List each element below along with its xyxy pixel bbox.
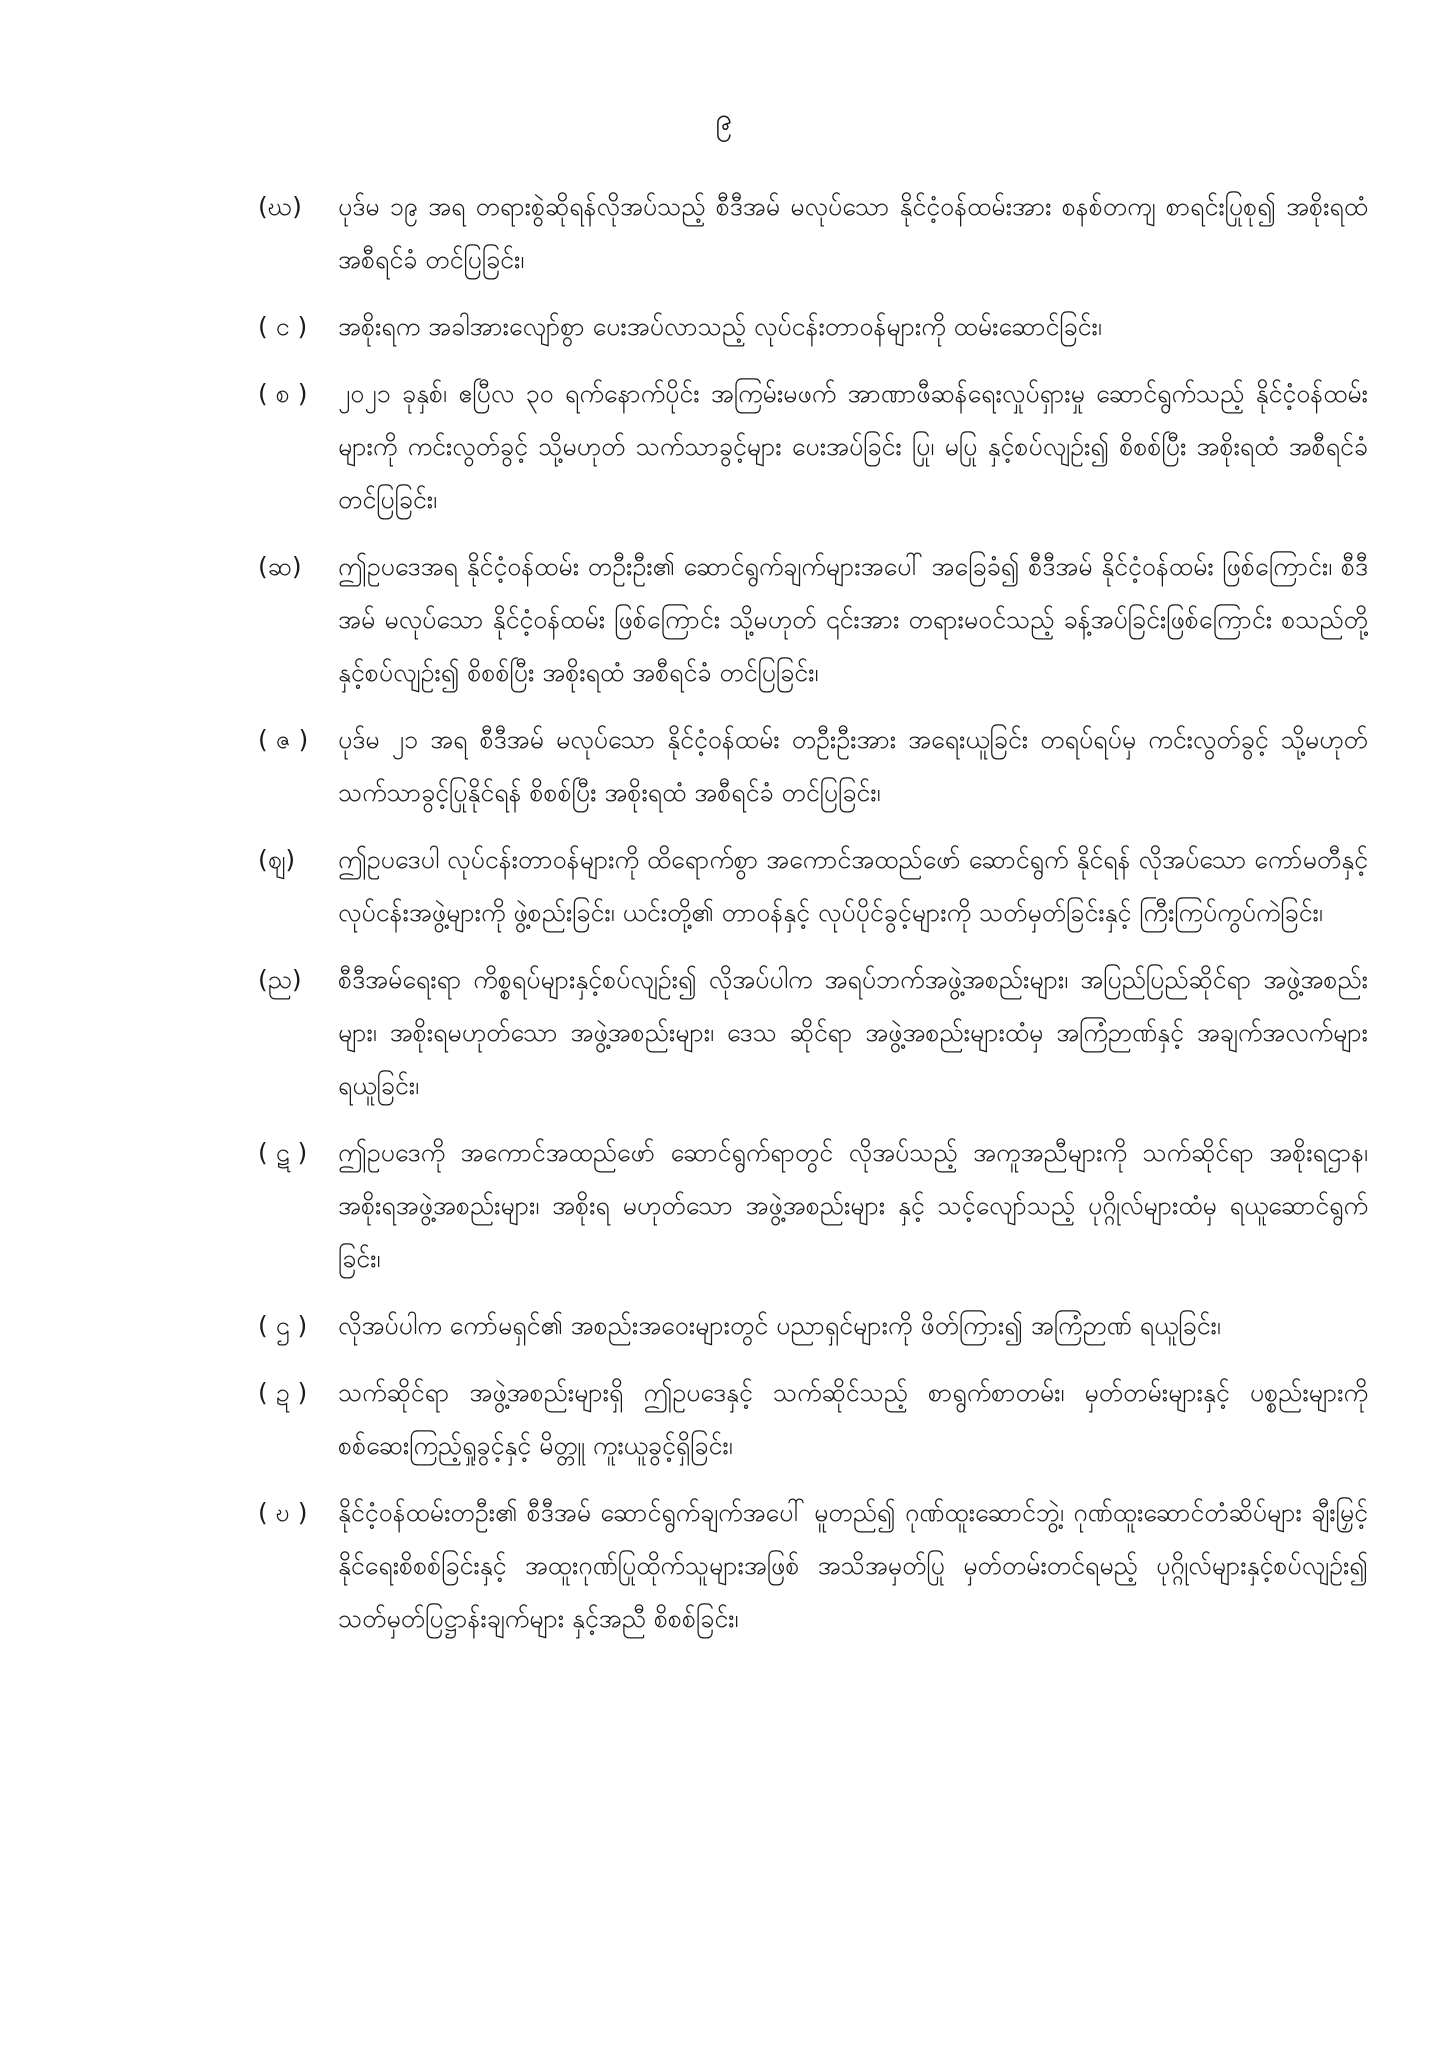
- clause-number: ( ဌ ): [258, 1311, 308, 1340]
- clause-number: ( ဇ ): [258, 725, 309, 754]
- clause-item: [258, 180, 1368, 286]
- clause-item: [258, 1486, 1368, 1645]
- clause-text: လိုအပ်ပါက ကော်မရှင်၏ အစည်းအဝေးများတွင် ပညာရှင်များကို ဖိတ်ကြား၍ အကြံဉာဏ် ရယူခြင်း၊: [338, 1311, 1221, 1340]
- clause-text: ၂၀၂၁ ခုနှစ်၊ ဧပြီလ ၃၀ ရက်နောက်ပိုင်း အကြမ်းမဖက် အာဏာဖီဆန်ရေးလှုပ်ရှားမှု ဆောင်ရွက်သည့် နိုင်ငံ့ဝန်ထမ်းများကို ကင်းလွတ်ခွင့် သို့မဟုတ် သက်သာခွင့်များ ပေးအပ်ခြင်း ပြု၊ မပြု နှင့်စပ်လျဉ်း၍ စိစစ်ပြီး အစိုးရထံ အစီရင်ခံ တင်ပြခြင်း၊: [338, 379, 1368, 514]
- clause-item: [258, 833, 1368, 939]
- clause-item: [258, 1126, 1368, 1285]
- clause-item: [258, 1299, 1368, 1352]
- clause-number: ( ဍ ): [258, 1378, 308, 1407]
- clause-item: [258, 540, 1368, 699]
- clause-text: နိုင်ငံ့ဝန်ထမ်းတဦး၏ စီဒီအမ် ဆောင်ရွက်ချက်အပေါ် မူတည်၍ ဂုဏ်ထူးဆောင်ဘွဲ့၊ ဂုဏ်ထူးဆောင်တံဆိပ်များ ချီးမြှင့်နိုင်ရေးစိစစ်ခြင်းနှင့် အထူးဂုဏ်ပြုထိုက်သူများအဖြစ် အသိအမှတ်ပြု မှတ်တမ်းတင်ရမည့် ပုဂ္ဂိုလ်များနှင့်စပ်လျဉ်း၍ သတ်မှတ်ပြဋ္ဌာန်းချက်များ နှင့်အညီ စိစစ်ခြင်း၊: [338, 1498, 1368, 1633]
- clause-number: ( စ ): [258, 379, 308, 408]
- clause-item: [258, 1366, 1368, 1472]
- clause-text: အစိုးရက အခါအားလျော်စွာ ပေးအပ်လာသည့် လုပ်ငန်းတာဝန်များကို ထမ်းဆောင်ခြင်း၊: [338, 312, 1102, 341]
- clause-text: သက်ဆိုင်ရာ အဖွဲ့အစည်းများရှိ ဤဥပဒေနှင့် သက်ဆိုင်သည့် စာရွက်စာတမ်း၊ မှတ်တမ်းများနှင့် ပစ္စည်းများကို စစ်ဆေးကြည့်ရှုခွင့်နှင့် မိတ္တူ ကူးယူခွင့်ရှိခြင်း၊: [338, 1378, 1368, 1460]
- clause-item: [258, 300, 1368, 353]
- clause-text: ပုဒ်မ ၁၉ အရ တရားစွဲဆိုရန်လိုအပ်သည့် စီဒီအမ် မလုပ်သော နိုင်ငံ့ဝန်ထမ်းအား စနစ်တကျ စာရင်းပြုစု၍ အစိုးရထံ အစီရင်ခံ တင်ပြခြင်း၊: [338, 192, 1368, 274]
- clause-number: ( ဋ ): [258, 1138, 308, 1167]
- clause-text: ဤဥပဒေကို အကောင်အထည်ဖော် ဆောင်ရွက်ရာတွင် လိုအပ်သည့် အကူအညီများကို သက်ဆိုင်ရာ အစိုးရဌာန၊ အစိုးရအဖွဲ့အစည်းများ၊ အစိုးရ မဟုတ်သော အဖွဲ့အစည်းများ နှင့် သင့်လျော်သည့် ပုဂ္ဂိုလ်များထံမှ ရယူဆောင်ရွက်ခြင်း၊: [338, 1138, 1368, 1273]
- clause-number: ( ဎ ): [258, 1498, 308, 1527]
- clause-number: ( င ): [258, 312, 308, 341]
- clause-number: (ဃ): [258, 192, 302, 221]
- clause-item: [258, 367, 1368, 526]
- clause-text: စီဒီအမ်ရေးရာ ကိစ္စရပ်များနှင့်စပ်လျဉ်း၍ လိုအပ်ပါက အရပ်ဘက်အဖွဲ့အစည်းများ၊ အပြည်ပြည်ဆိုင်ရာ အဖွဲ့အစည်းများ၊ အစိုးရမဟုတ်သော အဖွဲ့အစည်းများ၊ ဒေသ ဆိုင်ရာ အဖွဲ့အစည်းများထံမှ အကြံဉာဏ်နှင့် အချက်အလက်များရယူခြင်း၊: [338, 965, 1368, 1100]
- clause-item: [258, 953, 1368, 1112]
- clause-list: [258, 180, 1368, 1659]
- clause-text: ပုဒ်မ ၂၁ အရ စီဒီအမ် မလုပ်သော နိုင်ငံ့ဝန်ထမ်း တဦးဦးအား အရေးယူခြင်း တရပ်ရပ်မှ ကင်းလွတ်ခွင့် သို့မဟုတ် သက်သာခွင့်ပြုနိုင်ရန် စိစစ်ပြီး အစိုးရထံ အစီရင်ခံ တင်ပြခြင်း၊: [338, 725, 1368, 807]
- clause-text: ဤဥပဒေပါ လုပ်ငန်းတာဝန်များကို ထိရောက်စွာ အကောင်အထည်ဖော် ဆောင်ရွက် နိုင်ရန် လိုအပ်သော ကော်မတီနှင့် လုပ်ငန်းအဖွဲ့များကို ဖွဲ့စည်းခြင်း၊ ယင်းတို့၏ တာဝန်နှင့် လုပ်ပိုင်ခွင့်များကို သတ်မှတ်ခြင်းနှင့် ကြီးကြပ်ကွပ်ကဲခြင်း၊: [338, 845, 1368, 927]
- clause-number: (ည): [258, 965, 302, 994]
- page-number: ၉: [715, 102, 733, 137]
- clause-number: (ဈ): [258, 845, 296, 874]
- clause-text: ဤဥပဒေအရ နိုင်ငံ့ဝန်ထမ်း တဦးဦး၏ ဆောင်ရွက်ချက်များအပေါ် အခြေခံ၍ စီဒီအမ် နိုင်ငံ့ဝန်ထမ်း ဖြစ်ကြောင်း၊ စီဒီအမ် မလုပ်သော နိုင်ငံ့ဝန်ထမ်း ဖြစ်ကြောင်း သို့မဟုတ် ၎င်းအား တရားမဝင်သည့် ခန့်အပ်ခြင်းဖြစ်ကြောင်း စသည်တို့နှင့်စပ်လျဉ်း၍ စိစစ်ပြီး အစိုးရထံ အစီရင်ခံ တင်ပြခြင်း၊: [338, 552, 1368, 687]
- clause-number: (ဆ): [258, 552, 302, 581]
- clause-item: [258, 713, 1368, 819]
